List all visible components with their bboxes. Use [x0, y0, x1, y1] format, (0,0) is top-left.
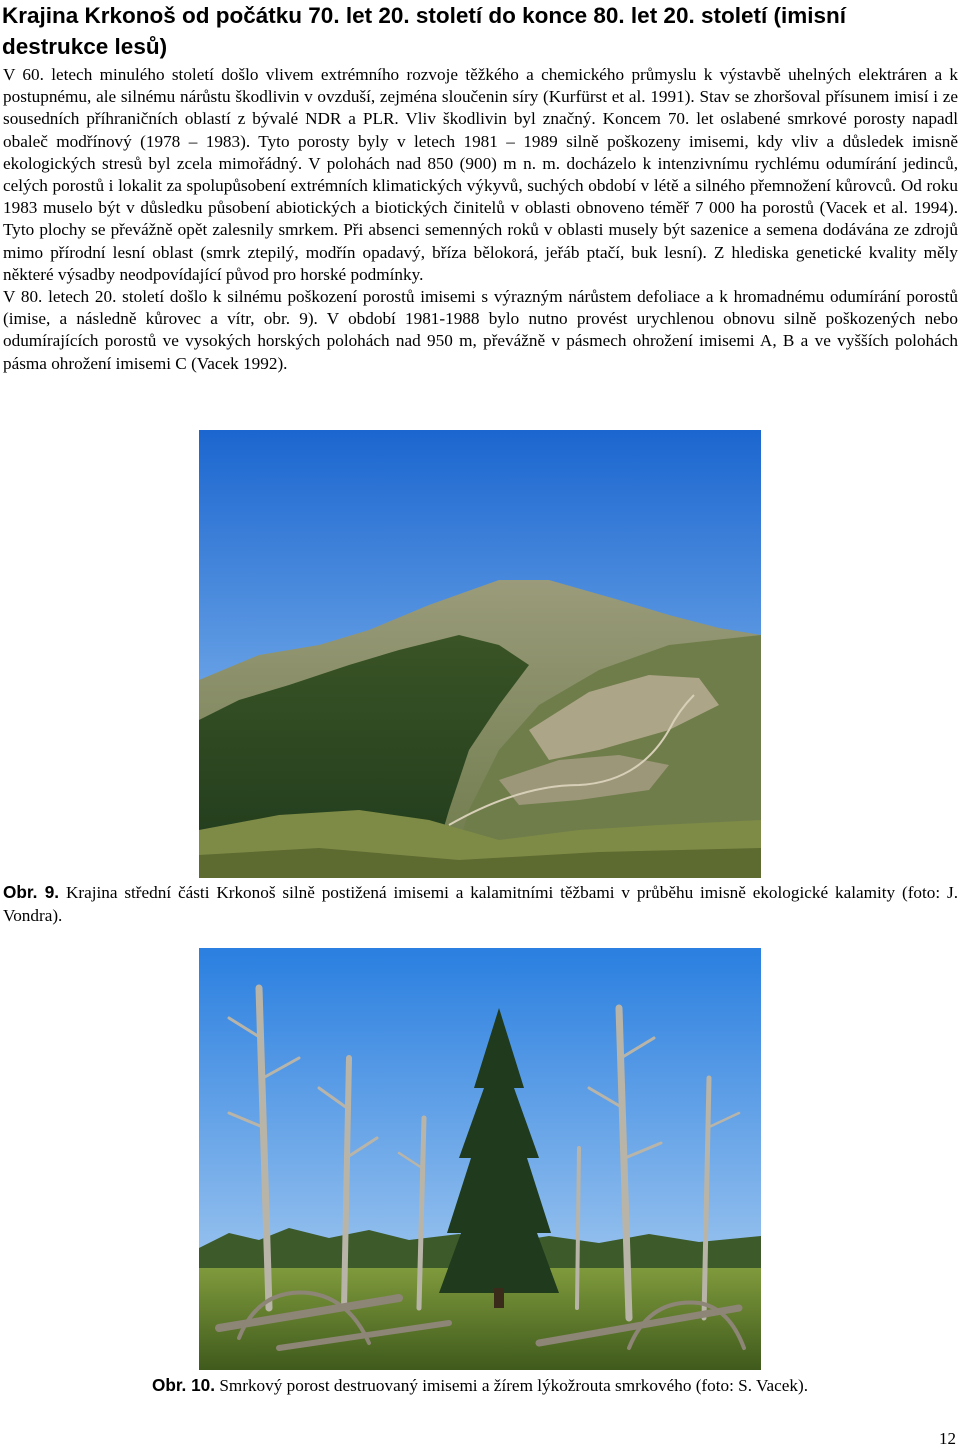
figure-10-caption-text: Smrkový porost destruovaný imisemi a žírem lýkožrouta smrkového (foto: S. Vacek).: [219, 1376, 809, 1395]
figure-9-caption: [3, 881, 958, 927]
dead-spruce-stand-image: [199, 948, 761, 1370]
figure-10-photo: [199, 948, 761, 1370]
paragraph-1: V 60. letech minulého století došlo vlivem extrémního rozvoje těžkého a chemického průmyslu k výstavbě uhelných elektráren a k postupnému, ale silnému nárůstu škodlivin v ovzduší, zejména sloučenin síry (Kurfürst et al. 1991). Stav se zhoršoval přísunem imisí i ze sousedních příhraničních oblastí z bývalé NDR a PLR. Vliv škodlivin byl značný. Koncem 70. let oslabené smrkové porosty napadl obaleč modřínový (1978 – 1983). Tyto porosty byly v letech 1981 – 1989 silně poškozeny imisemi, kdy vliv a důsledek imisně ekologických stresů byl zcela mimořádný. V polohách nad 850 (900) m n. m. docházelo k intenzivnímu rychlému odumírání jedinců, celých porostů i lokalit za spolupůsobení extrémních klimatických výkyvů, suchých období v létě a silného přemnožení kůrovců. Od roku 1983 muselo být v důsledku působení abiotických a biotických činitelů v oblasti obnoveno téměř 7 000 ha porostů (Vacek et al. 1994). Tyto plochy se převážně opět zalesnily smrkem. Při absenci semenných roků v oblasti musely být sazenice a semena dodávána ze zdrojů mimo přírodní lesní oblast (smrk ztepilý, modřín opadavý, bříza bělokorá, jeřáb ptačí, buk lesní). Z hlediska genetické kvality měly některé výsadby neodpovídající původ pro horské podmínky.: [3, 65, 958, 284]
mountain-landscape-image: [199, 430, 761, 878]
page-number: 12: [939, 1429, 956, 1448]
figure-9-photo: [199, 430, 761, 878]
figure-10-label: Obr. 10.: [151, 1375, 216, 1395]
figure-9-label: Obr. 9.: [3, 882, 60, 902]
article-body: [3, 64, 958, 375]
figure-9-caption-text: Krajina střední části Krkonoš silně postižená imisemi a kalamitními těžbami v průběhu imisně ekologické kalamity (foto: J. Vondra).: [3, 883, 959, 925]
figure-10-caption: [0, 1374, 960, 1398]
page-heading: Krajina Krkonoš od počátku 70. let 20. století do konce 80. let 20. století (imisní destrukce lesů): [2, 3, 846, 59]
paragraph-2: V 80. letech 20. století došlo k silnému poškození porostů imisemi s výrazným nárůstem defoliace a k hromadnému odumírání porostů (imise, a následně kůrovec a vítr, obr. 9). V období 1981-1988 bylo nutno provést urychlenou obnovu silně poškozených nebo odumírajících porostů ve vysokých horských polohách nad 950 m, převážně v pásmech ohrožení imisemi A, B a ve vyšších polohách pásma ohrožení imisemi C (Vacek 1992).: [3, 287, 958, 373]
